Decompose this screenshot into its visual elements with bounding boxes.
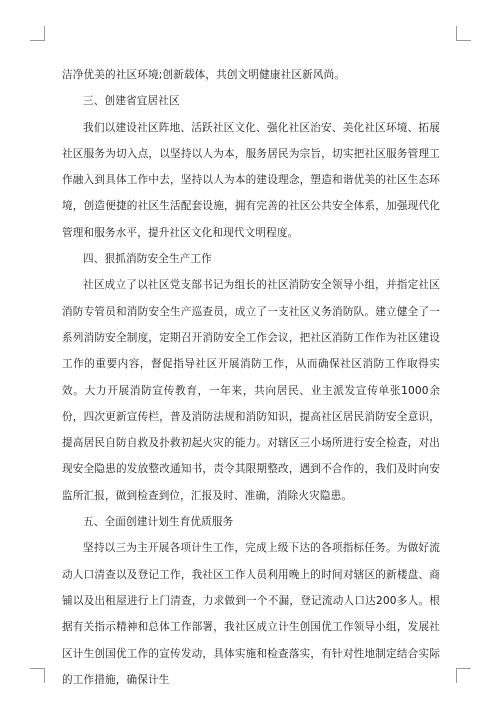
- section-heading-4: 四、狠抓消防安全生产工作: [83, 253, 212, 266]
- section-heading-5: 五、全面创建计划生育优质服务: [83, 516, 234, 529]
- crop-mark-bottom-left: [30, 668, 45, 683]
- document-body: [62, 62, 440, 693]
- crop-mark-top-left: [30, 26, 45, 41]
- crop-mark-bottom-right: [456, 668, 471, 683]
- paragraph-livable-community: 我们以建设社区阵地、活跃社区文化、强化社区治安、美化社区环境、拓展社区服务为切入点，以坚持以人为本，服务居民为宗旨，切实把社区服务管理工作融入到具体工作中去，坚持以人为本的建设理念，塑造和谐优美的社区生态环境，创造便捷的社区生活配套设施，拥有完善的社区公共安全体系，加强现代化管理和服务水平，提升社区文化和现代文明程度。: [62, 121, 440, 239]
- crop-mark-top-right: [456, 26, 471, 41]
- paragraph-family-planning: 坚持以三为主开展各项计生工作，完成上级下达的各项指标任务。为做好流动人口清查以及登记工作，我社区工作人员利用晚上的时间对辖区的新楼盘、商铺以及出租屋进行上门清查，力求做到一个不漏，登记流动人口达200多人。根据有关指示精神和总体工作部署，我社区成立计生创国优工作领导小组，发展社区计生创国优工作的宣传发动，具体实施和检查落实，有针对性地制定结合实际的工作措施，确保计生: [62, 542, 440, 686]
- paragraph-continued: 洁净优美的社区环境;创新载体，共创文明健康社区新风尚。: [62, 69, 346, 81]
- section-heading-3: 三、创建省宜居社区: [83, 95, 180, 108]
- paragraph-fire-safety: 社区成立了以社区党支部书记为组长的社区消防安全领导小组，并指定社区消防专管员和消防安全生产巡查员，成立了一支社区义务消防队。建立健全了一系列消防安全制度，定期召开消防安全工作会议，把社区消防工作作为社区建设工作的重要内容，督促指导社区开展消防工作，从而确保社区消防工作取得实效。大力开展消防宣传教育，一年来，共向居民、业主派发宣传单张1000余份，四次更新宣传栏，普及消防法规和消防知识，提高社区居民消防安全意识，提高居民自防自救及扑救初起火灾的能力。对辖区三小场所进行安全检查，对出现安全隐患的发放整改通知书，责令其限期整改，遇到不合作的，我们及时向安监所汇报，做到检查到位，汇报及时、准确，消除火灾隐患。: [62, 279, 440, 502]
